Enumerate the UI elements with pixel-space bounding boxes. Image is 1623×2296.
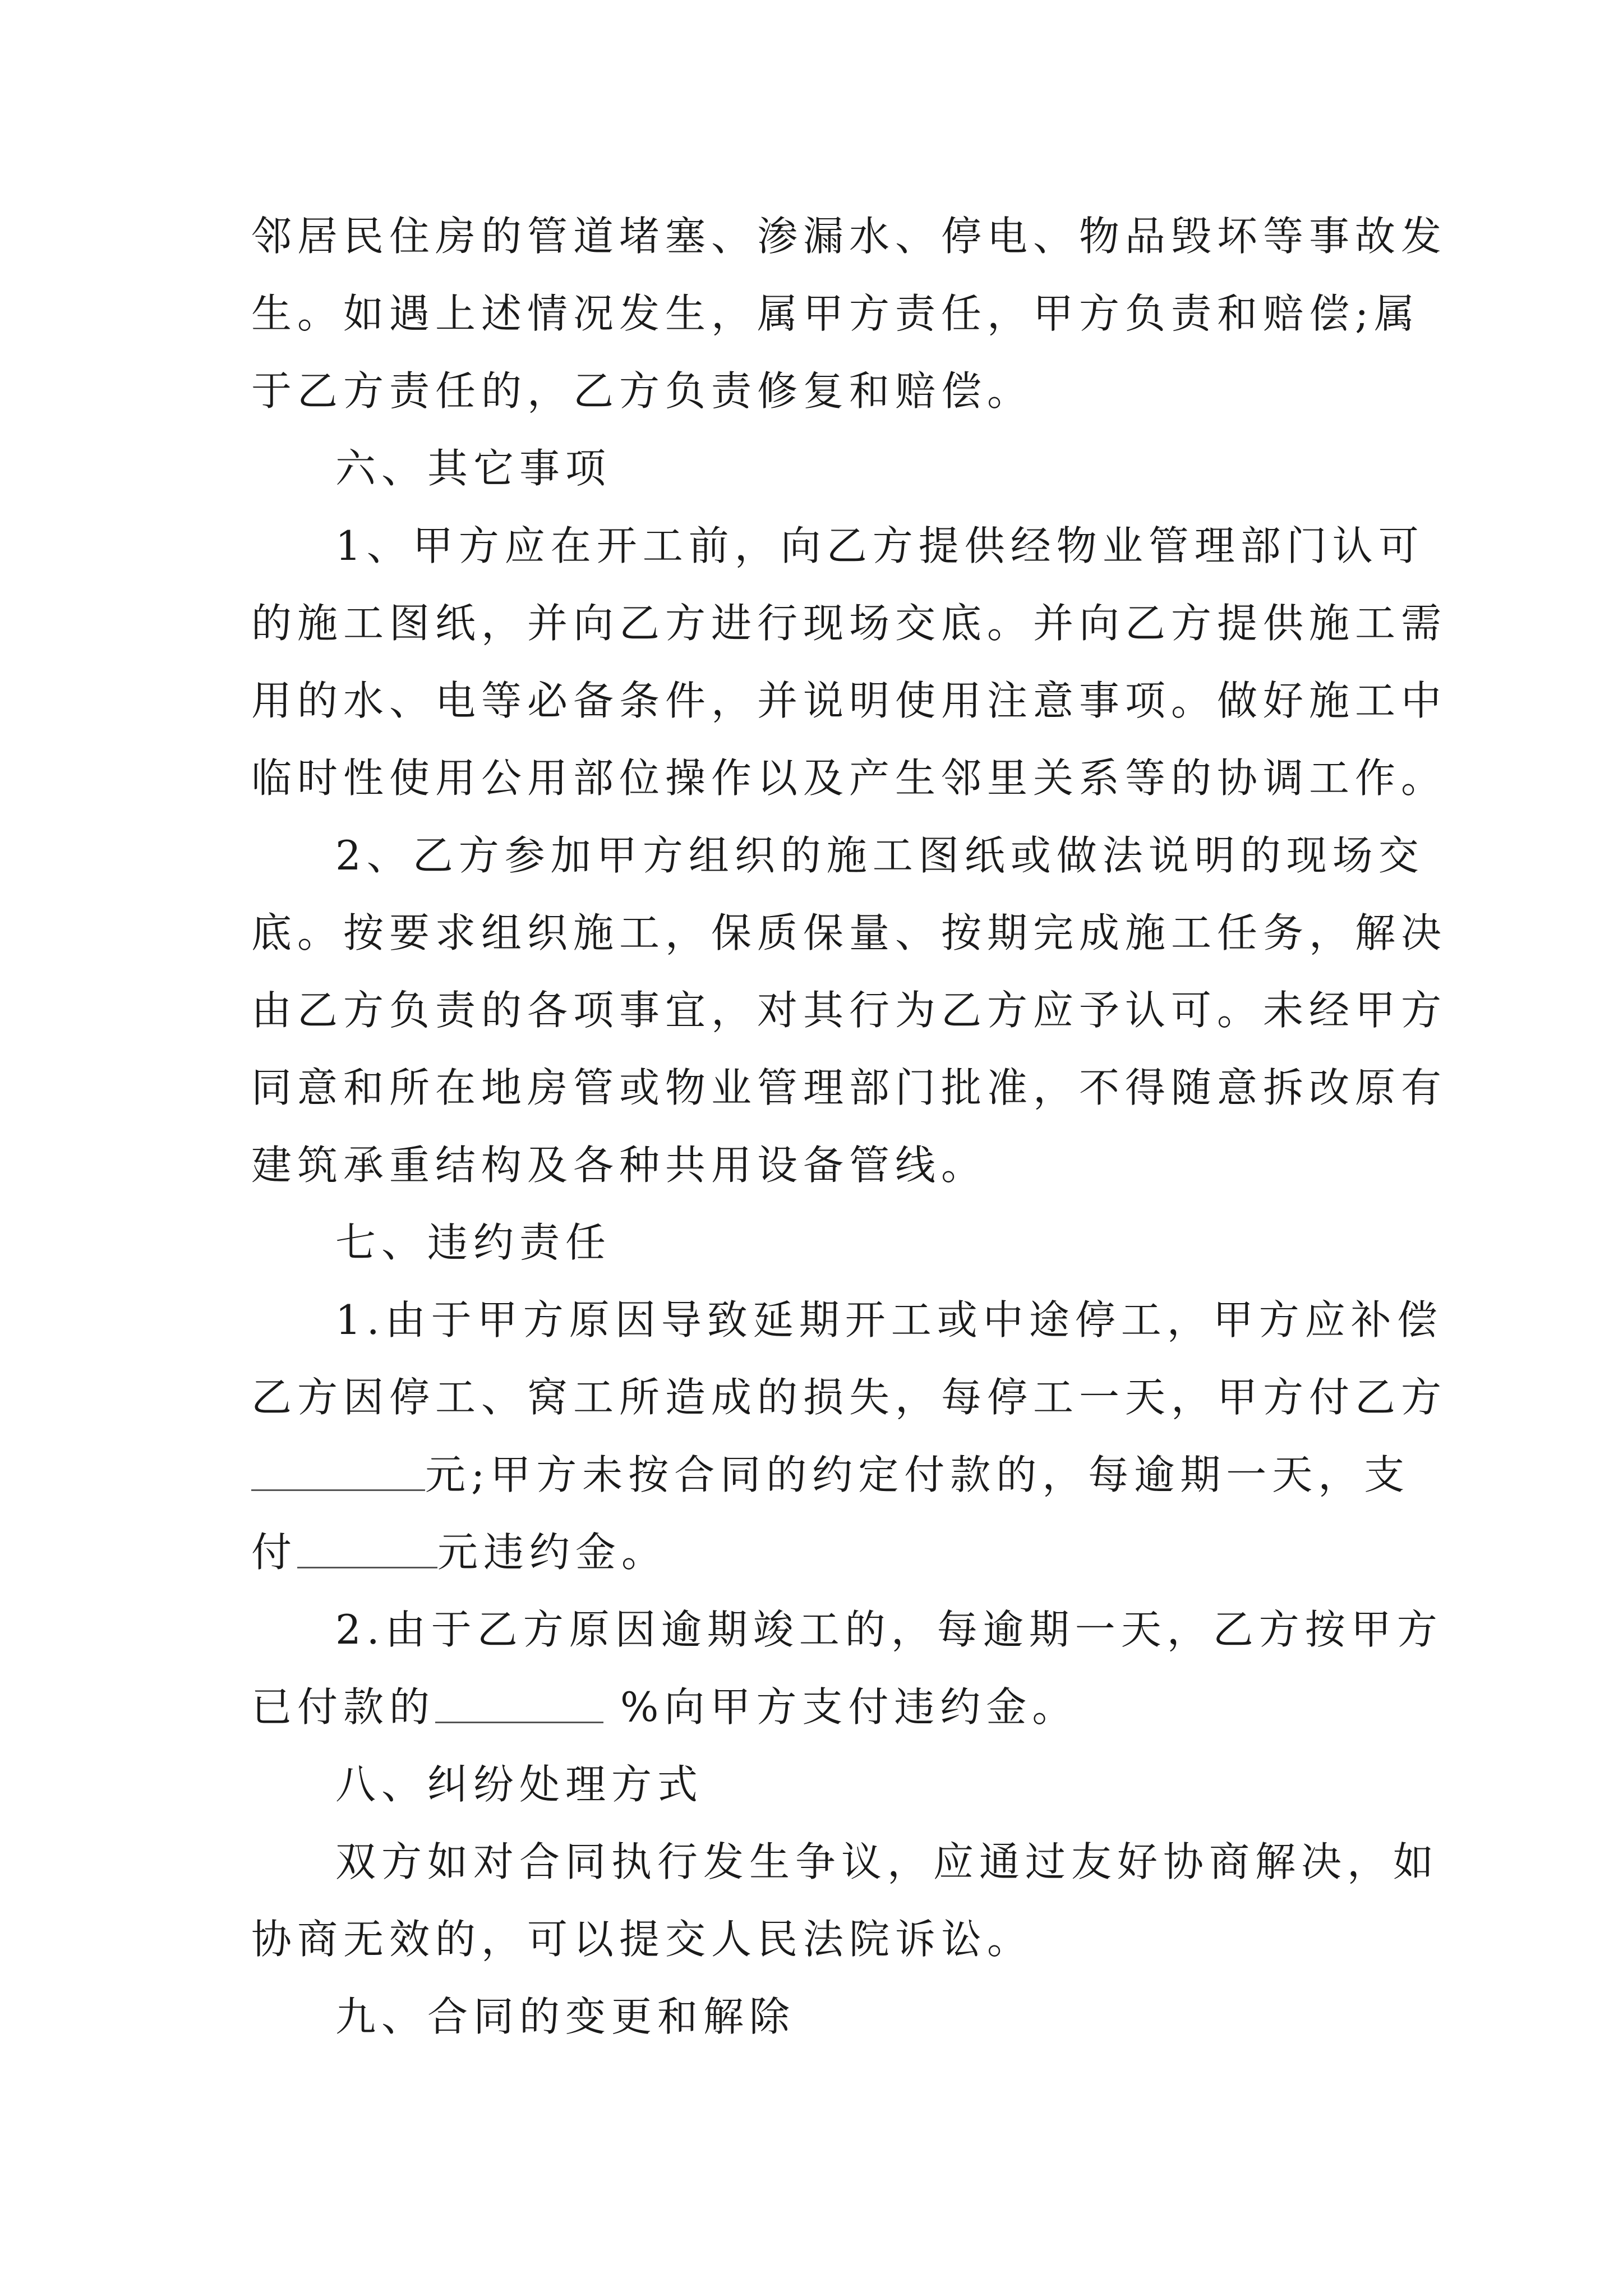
text-line: [251, 1513, 1412, 1591]
text-line: 2、乙方参加甲方组织的施工图纸或做法说明的现场交: [335, 832, 1424, 879]
contract-text: [251, 197, 1447, 2055]
text-line: 生。如遇上述情况发生，属甲方责任，甲方负责和赔偿;属: [251, 290, 1421, 337]
text-fragment: 付: [251, 1529, 298, 1576]
text-line: [251, 1668, 1412, 1746]
text-line: 建筑承重结构及各种共用设备管线。: [251, 1142, 988, 1189]
section-heading-9: 九、合同的变更和解除: [335, 1993, 796, 2040]
text-line: 于乙方责任的，乙方负责修复和赔偿。: [251, 367, 1034, 415]
text-line: 由乙方负责的各项事宜，对其行为乙方应予认可。未经甲方: [251, 987, 1447, 1034]
section-heading-8: 八、纠纷处理方式: [335, 1761, 704, 1808]
text-fragment: 元违约金。: [437, 1529, 668, 1576]
text-line: 2.由于乙方原因逾期竣工的，每逾期一天，乙方按甲方: [335, 1606, 1443, 1653]
fill-in-blank[interactable]: [251, 1453, 425, 1491]
text-fragment: 已付款的: [251, 1683, 436, 1731]
text-line: [251, 1436, 1412, 1513]
text-fragment: %向甲方支付违约金。: [620, 1683, 1078, 1731]
text-line: 协商无效的，可以提交人民法院诉讼。: [251, 1916, 1034, 1963]
section-heading-6: 六、其它事项: [335, 445, 612, 492]
text-line: 同意和所在地房管或物业管理部门批准，不得随意拆改原有: [251, 1064, 1447, 1111]
text-line: 临时性使用公用部位操作以及产生邻里关系等的协调工作。: [251, 754, 1447, 802]
text-line: 1、甲方应在开工前，向乙方提供经物业管理部门认可: [335, 522, 1424, 569]
fill-in-blank[interactable]: [435, 1685, 603, 1723]
section-heading-7: 七、违约责任: [335, 1219, 612, 1266]
text-line: 邻居民住房的管道堵塞、渗漏水、停电、物品毁坏等事故发: [251, 213, 1447, 260]
text-line: 1.由于甲方原因导致延期开工或中途停工，甲方应补偿: [335, 1296, 1443, 1343]
text-line: 用的水、电等必备条件，并说明使用注意事项。做好施工中: [251, 677, 1447, 724]
fill-in-blank[interactable]: [297, 1530, 437, 1568]
text-line: 双方如对合同执行发生争议，应通过友好协商解决，如: [335, 1838, 1440, 1885]
text-line: 底。按要求组织施工，保质保量、按期完成施工任务，解决: [251, 909, 1447, 956]
text-line: 的施工图纸，并向乙方进行现场交底。并向乙方提供施工需: [251, 600, 1447, 647]
text-line: 乙方因停工、窝工所造成的损失，每停工一天，甲方付乙方: [251, 1374, 1447, 1421]
text-fragment: 元;甲方未按合同的约定付款的，每逾期一天，支: [425, 1451, 1410, 1498]
